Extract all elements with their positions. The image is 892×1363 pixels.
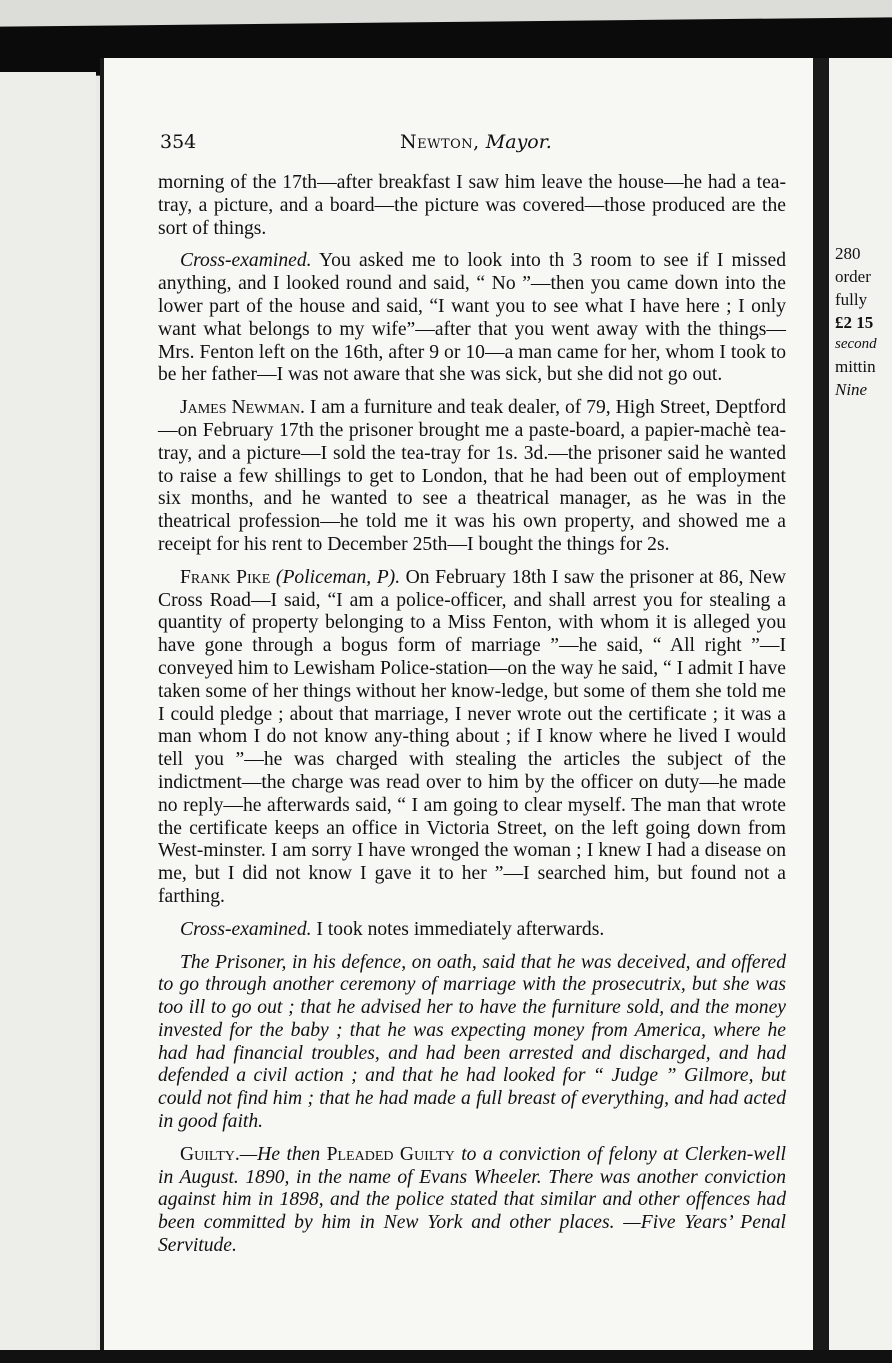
adjacent-page: [829, 58, 892, 1358]
adjacent-page-line: £2 15: [835, 313, 874, 332]
plea-label: Pleaded Guilty: [326, 1143, 455, 1165]
paragraph-text: On February 18th I saw the prisoner at 86, New Cross Road—I said, “I am a police-officer, and shall arrest you for stealing a quantity of property belonging to a Miss Fenton, with whom it is alleged you have gone through a bogus form of marriage ”—he said, “ All right ”—I conveyed him to Lewisham Police-station—on the way he said, “ I admit I have taken some of her things without her know-ledge, but some of them she told me I could pledge ; about that marriage, I never wrote out the certificate ; it was a man whom I do not know any-thing about ; if I know where he lived I would tell you ”—he was charged with stealing the articles the subject of the indictment—the charge was read over to him by the officer on duty—he made no reply—he afterwards said, “ I am going to clear myself. The man that wrote the certificate keeps an office in Victoria Street, on the left going down from West-minster. I am sorry I have wronged the woman ; I knew I had a disease on me, but I did not know I gave it to her ”—I searched him, but found not a farthing.: [158, 566, 786, 907]
paragraph-text: I took notes immediately afterwards.: [311, 918, 605, 940]
paragraph-text: to a conviction of felony at Clerken-well in August. 1890, in the name of Evans Wheeler. There was another conviction against him in 1898, and the police stated that similar and other offences had been committed by him in New York and other places. —Five Years’ Penal Servitude.: [158, 1143, 786, 1257]
adjacent-page-line: order: [835, 267, 871, 286]
witness-name: James Newman.: [180, 397, 305, 419]
paragraph: [158, 567, 786, 909]
paragraph: [158, 172, 786, 240]
scan-left-margin: [0, 72, 96, 1350]
book-gutter: [813, 58, 829, 1358]
witness-name: Frank Pike: [180, 566, 271, 588]
witness-role: (Policeman, P).: [275, 566, 401, 588]
running-head-title: Mayor.: [485, 131, 552, 153]
page-number: 354: [160, 131, 197, 153]
book-bottom-shadow: [0, 1350, 892, 1363]
paragraph-text: —He then: [239, 1143, 327, 1165]
paragraph-text: I am a furniture and teak dealer, of 79, High Street, Deptford—on February 17th the prisoner brought me a paste-board, a papier-machè tea-tray, and a picture—I sold the tea-tray for 1s. 3d.—the prisoner said he wanted to raise a few shillings to get to London, that he had been out of employment six months, and he wanted to see a theatrical manager, as he was in the theatrical profession—he told me it was his own property, and showed me a receipt for his rent to December 25th—I bought the things for 2s.: [158, 397, 786, 555]
adjacent-page-line: fully: [835, 290, 868, 309]
paragraph: [158, 919, 786, 942]
paragraph-text: You asked me to look into th 3 room to see if I missed anything, and I looked round and said, “ No ”—then you came down into the lower part of the house and said, “I want you to see what I have here ; I only want what belongs to my wife”—after that you went away with the things—Mrs. Fenton left on the 16th, after 9 or 10—a man came for her, whom I took to be her father—I was not aware that she was sick, but she did not go out.: [158, 250, 786, 386]
adjacent-page-line: Nine: [835, 380, 868, 399]
paragraph-text: The Prisoner, in his defence, on oath, said that he was deceived, and offered to go through another ceremony of marriage with the prosecutrix, but she was too ill to go out ; that he advised her to have the furniture sold, and the money invested for the baby ; that he was expecting money from America, where he had had financial troubles, and had been arrested and discharged, and had defended a civil action ; and that he had looked for “ Judge ” Gilmore, but could not find him ; that he had made a full breast of everything, and had acted in good faith.: [158, 951, 786, 1133]
cross-examined-label: Cross-examined.: [180, 250, 312, 272]
defence-paragraph: [158, 952, 786, 1134]
paragraph: [158, 397, 786, 557]
cross-examined-label: Cross-examined.: [180, 918, 312, 940]
paragraph-text: morning of the 17th—after breakfast I saw him leave the house—he had a tea-tray, a picture, and a board—the picture was covered—those produced are the sort of things.: [158, 172, 786, 239]
adjacent-page-line: 280: [835, 244, 861, 263]
adjacent-page-line: second: [835, 336, 877, 352]
verdict-paragraph: [158, 1144, 786, 1258]
verdict-label: Guilty.: [180, 1143, 240, 1165]
adjacent-page-line: mittin: [835, 357, 876, 376]
paragraph: [158, 250, 786, 387]
running-head-name: Newton,: [400, 131, 480, 153]
running-head: [400, 131, 552, 153]
page-header: [160, 131, 785, 159]
page-body: [158, 172, 786, 1268]
